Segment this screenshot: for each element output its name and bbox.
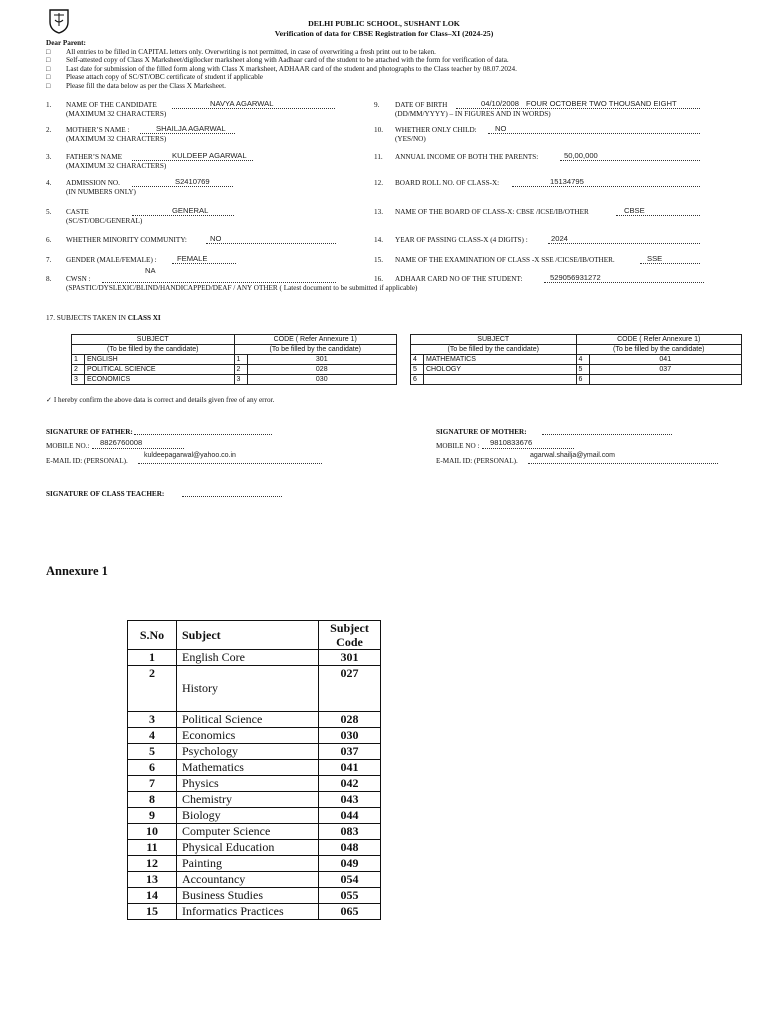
field-value: NO <box>495 124 507 133</box>
field-number: 9. <box>374 101 380 109</box>
greeting: Dear Parent: <box>46 39 86 47</box>
field-label: ANNUAL INCOME OF BOTH THE PARENTS: <box>395 153 539 161</box>
field-number: 7. <box>46 256 52 264</box>
annexure-code: 041 <box>319 760 381 776</box>
field-number: 10. <box>374 126 383 134</box>
field-value: NAVYA AGARWAL <box>210 99 274 108</box>
teacher-signature-label: SIGNATURE OF CLASS TEACHER: <box>46 490 165 498</box>
field-number: 4. <box>46 179 52 187</box>
table-row: 3 Political Science 028 <box>128 712 381 728</box>
field-label: DATE OF BIRTH <box>395 101 448 109</box>
table-row: 5 CHOLOGY 5 037 <box>411 365 742 375</box>
subject-name: ECONOMICS <box>85 375 235 385</box>
checkmark-icon: ✓ <box>46 396 53 404</box>
field-label: NAME OF THE EXAMINATION OF CLASS -X SSE /CICSE/IB/OTHER. <box>395 256 615 264</box>
annexure-subject: Chemistry <box>177 792 319 808</box>
annexure-code: 083 <box>319 824 381 840</box>
field-hint: (MAXIMUM 32 CHARACTERS) <box>66 161 167 170</box>
annexure-subject: Economics <box>177 728 319 744</box>
instruction-item: All entries to be filled in CAPITAL letters only. Overwriting is not permitted, in case of overwriting a fresh print out to be taken. <box>66 48 436 56</box>
form-subtitle: Verification of data for CBSE Registration for Class–XI (2024-25) <box>274 29 494 38</box>
field-value: 2024 <box>551 234 568 243</box>
annexure-code: 028 <box>319 712 381 728</box>
field-value: CBSE <box>624 206 645 215</box>
table-row: 6 Mathematics 041 <box>128 760 381 776</box>
header-code: Subject Code <box>319 621 381 650</box>
father-mobile-label: MOBILE NO.: <box>46 442 90 450</box>
field-value: 15134795 <box>550 177 584 186</box>
col-code: CODE ( Refer Annexure 1) <box>576 335 742 345</box>
field-number: 6. <box>46 236 52 244</box>
instruction-item: Please attach copy of SC/ST/OBC certificate of student if applicable <box>66 73 263 82</box>
father-email-label: E-MAIL ID: (PERSONAL). <box>46 457 128 465</box>
annexure-subject: Mathematics <box>177 760 319 776</box>
field-hint: (YES/NO) <box>395 134 426 143</box>
table-row: 4 Economics 030 <box>128 728 381 744</box>
annexure-subject: Physical Education <box>177 840 319 856</box>
annexure-code: 301 <box>319 650 381 666</box>
subject-name: CHOLOGY <box>424 365 577 375</box>
field-number: 15. <box>374 256 383 264</box>
field-value: NO <box>210 234 222 243</box>
table-row: 4 MATHEMATICS 4 041 <box>411 355 742 365</box>
father-email-value: kuldeepagarwal@yahoo.co.in <box>144 452 236 459</box>
mother-email-value: agarwal.shailja@ymail.com <box>530 452 615 459</box>
instruction-item: Last date for submission of the filled form along with Class X marksheet, ADHAAR card of the student and photographs to the Class teacher by 08.07.2024. <box>66 64 517 73</box>
subjects-title: 17. SUBJECTS TAKEN IN CLASS XI <box>46 314 161 322</box>
field-number: 14. <box>374 236 383 244</box>
table-row: 14 Business Studies 055 <box>128 888 381 904</box>
field-value: GENERAL <box>172 206 209 215</box>
subject-name <box>424 375 577 385</box>
annexure-table <box>127 620 381 920</box>
table-row: 13 Accountancy 054 <box>128 872 381 888</box>
mother-email-label: E-MAIL ID: (PERSONAL). <box>436 457 518 465</box>
field-label: WHETHER MINORITY COMMUNITY: <box>66 236 187 244</box>
table-row: 2 POLITICAL SCIENCE 2 028 <box>72 365 397 375</box>
field-value: SHAILJA AGARWAL <box>156 124 226 133</box>
table-row: 15 Informatics Practices 065 <box>128 904 381 920</box>
field-value: 04/10/2008 <box>481 99 520 108</box>
subject-name: MATHEMATICS <box>424 355 577 365</box>
field-label: NAME OF THE CANDIDATE <box>66 101 157 109</box>
bullet-box-icon: □ <box>46 81 51 90</box>
father-mobile-value: 8826760008 <box>100 438 143 447</box>
table-row: 5 Psychology 037 <box>128 744 381 760</box>
table-row: 6 6 <box>411 375 742 385</box>
instruction-item: Please fill the data below as per the Class X Marksheet. <box>66 81 226 90</box>
annexure-subject: Business Studies <box>177 888 319 904</box>
mother-signature-label: SIGNATURE OF MOTHER: <box>436 428 527 436</box>
col-code: CODE ( Refer Annexure 1) <box>234 335 397 345</box>
annexure-code: 054 <box>319 872 381 888</box>
instruction-item: Self-attested copy of Class X Marksheet/digilocker marksheet along with Aadhaar card of the student to be attached with the form for verification of data. <box>66 56 509 65</box>
bullet-box-icon: □ <box>46 48 51 56</box>
subject-name: POLITICAL SCIENCE <box>85 365 235 375</box>
table-row: 1 ENGLISH 1 301 <box>72 355 397 365</box>
field-value: FEMALE <box>177 254 208 263</box>
annexure-subject: Painting <box>177 856 319 872</box>
subject-code: 028 <box>247 365 397 375</box>
subjects-table-right: SUBJECT CODE ( Refer Annexure 1) (To be filled by the candidate) (To be filled by the candidate) 4 MATHEMATICS 4 041 5 CHOLOGY 5 037 6 6 <box>410 334 742 385</box>
school-name: DELHI PUBLIC SCHOOL, SUSHANT LOK <box>308 19 460 28</box>
annexure-subject: Physics <box>177 776 319 792</box>
bullet-box-icon: □ <box>46 73 51 82</box>
field-number: 16. <box>374 275 383 283</box>
confirmation-text: ✓ I hereby confirm the above data is correct and details given free of any error. <box>46 396 275 404</box>
annexure-code: 037 <box>319 744 381 760</box>
bullet-box-icon: □ <box>46 56 51 65</box>
annexure-code: 065 <box>319 904 381 920</box>
subject-code: 301 <box>247 355 397 365</box>
subject-name: ENGLISH <box>85 355 235 365</box>
field-number: 12. <box>374 179 383 187</box>
annexure-subject: Computer Science <box>177 824 319 840</box>
field-value: 50,00,000 <box>564 151 598 160</box>
field-number: 5. <box>46 208 52 216</box>
table-row: 2 History 027 <box>128 666 381 712</box>
table-row: 3 ECONOMICS 3 030 <box>72 375 397 385</box>
subject-code <box>589 375 742 385</box>
annexure-code: 055 <box>319 888 381 904</box>
field-label: WHETHER ONLY CHILD: <box>395 126 477 134</box>
table-row: 11 Physical Education 048 <box>128 840 381 856</box>
field-label: YEAR OF PASSING CLASS-X (4 DIGITS) : <box>395 236 528 244</box>
field-value-words: FOUR OCTOBER TWO THOUSAND EIGHT <box>526 99 677 108</box>
field-label: GENDER (MALE/FEMALE) : <box>66 256 157 264</box>
field-hint: (MAXIMUM 32 CHARACTERS) <box>66 134 167 143</box>
table-row: 7 Physics 042 <box>128 776 381 792</box>
field-number: 2. <box>46 126 52 134</box>
field-value: SSE <box>647 254 663 263</box>
table-row: 1 English Core 301 <box>128 650 381 666</box>
header-sno: S.No <box>128 621 177 650</box>
col-subject: SUBJECT <box>411 335 577 345</box>
field-hint: (DD/MM/YYYY) – IN FIGURES AND IN WORDS) <box>395 109 551 118</box>
annexure-code: 049 <box>319 856 381 872</box>
field-hint: (MAXIMUM 32 CHARACTERS) <box>66 109 167 118</box>
annexure-code: 030 <box>319 728 381 744</box>
field-label: NAME OF THE BOARD OF CLASS-X: CBSE /ICSE/IB/OTHER <box>395 208 589 216</box>
field-value: NA <box>145 266 156 275</box>
header-subject: Subject <box>177 621 319 650</box>
field-label: MOTHER’S NAME : <box>66 126 130 134</box>
annexure-subject: Informatics Practices <box>177 904 319 920</box>
field-number: 13. <box>374 208 383 216</box>
field-label: BOARD ROLL NO. OF CLASS-X: <box>395 179 500 187</box>
field-hint: (SC/ST/OBC/GENERAL) <box>66 216 143 225</box>
annexure-subject: Psychology <box>177 744 319 760</box>
field-label: CASTE <box>66 208 89 216</box>
annexure-subject: English Core <box>177 650 319 666</box>
col-subject: SUBJECT <box>72 335 235 345</box>
annexure-title: Annexure 1 <box>46 564 108 578</box>
field-value: KULDEEP AGARWAL <box>172 151 247 160</box>
mother-mobile-value: 9810833676 <box>490 438 533 447</box>
father-signature-label: SIGNATURE OF FATHER: <box>46 428 133 436</box>
field-label: CWSN : <box>66 275 91 283</box>
field-label: ADHAAR CARD NO OF THE STUDENT: <box>395 275 523 283</box>
field-value: S2410769 <box>175 177 210 186</box>
subject-code: 030 <box>247 375 397 385</box>
field-number: 1. <box>46 101 52 109</box>
annexure-code: 042 <box>319 776 381 792</box>
subjects-table-left: SUBJECT CODE ( Refer Annexure 1) (To be filled by the candidate) (To be filled by the candidate) 1 ENGLISH 1 301 2 POLITICAL SCIENCE 2 028 3 ECONOMICS 3 030 <box>71 334 397 385</box>
annexure-code: 027 <box>319 666 381 712</box>
table-row: 9 Biology 044 <box>128 808 381 824</box>
table-row: 12 Painting 049 <box>128 856 381 872</box>
field-number: 11. <box>374 153 383 161</box>
field-label: FATHER’S NAME <box>66 153 122 161</box>
field-number: 3. <box>46 153 52 161</box>
mother-mobile-label: MOBILE NO : <box>436 442 480 450</box>
annexure-code: 048 <box>319 840 381 856</box>
subject-code: 037 <box>589 365 742 375</box>
annexure-subject: Political Science <box>177 712 319 728</box>
annexure-subject: Accountancy <box>177 872 319 888</box>
field-value: 529056931272 <box>550 273 601 282</box>
annexure-code: 043 <box>319 792 381 808</box>
field-hint: (IN NUMBERS ONLY) <box>66 187 136 196</box>
table-row: 8 Chemistry 043 <box>128 792 381 808</box>
bullet-box-icon: □ <box>46 64 51 73</box>
annexure-code: 044 <box>319 808 381 824</box>
annexure-subject: History <box>177 666 319 712</box>
annexure-subject: Biology <box>177 808 319 824</box>
field-number: 8. <box>46 275 52 283</box>
table-row: 10 Computer Science 083 <box>128 824 381 840</box>
field-hint: (SPASTIC/DYSLEXIC/BLIND/HANDICAPPED/DEAF / ANY OTHER ( Latest document to be submitted if applicable) <box>66 283 418 292</box>
subject-code: 041 <box>589 355 742 365</box>
field-label: ADMISSION NO. <box>66 179 120 187</box>
